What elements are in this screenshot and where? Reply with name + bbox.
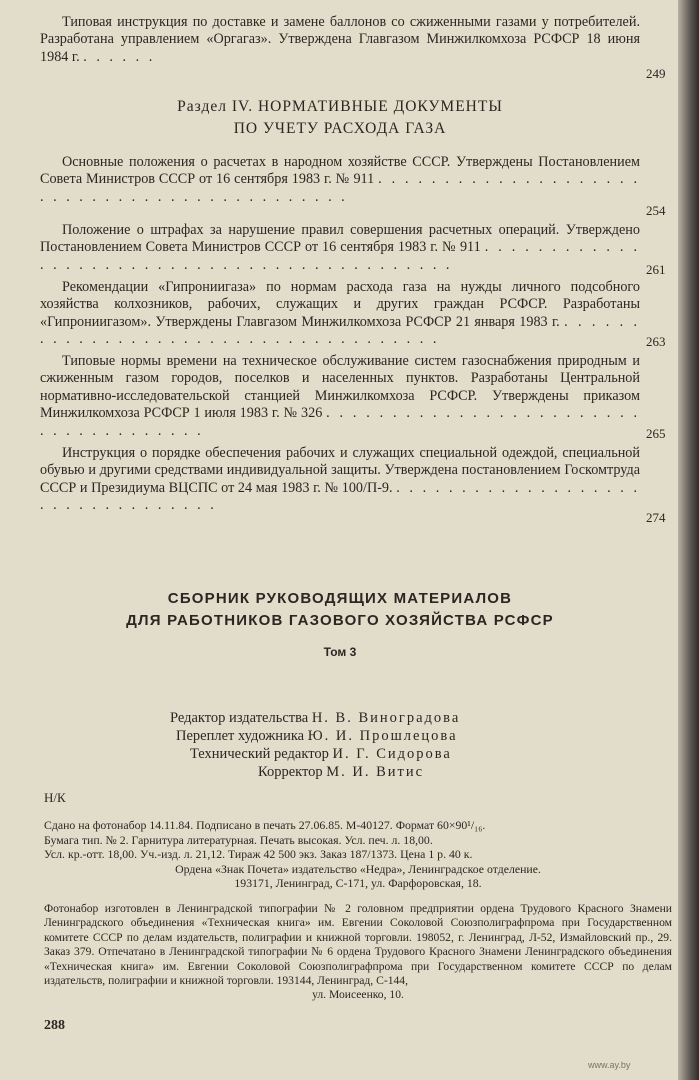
- toc-entry: [40, 445, 640, 517]
- printing-text: Фотонабор изготовлен в Ленинградской типографии № 2 головном предприятии ордена Трудового Красного Знамени Ленинградского объединения «Техническая книга» им. Евгении Соколовой Союзполиграфпрома при Государственном комитете СССР по делам издательств, полиграфии и книжной торговли. 198052, г. Ленинград, Л-52, Измайловский пр., 29. Заказ 379. Отпечатано в Ленинградской типографии № 6 ордена Трудового Красного Знамени Ленинградского объединения «Техническая книга» им. Евгении Соколовой Союзполиграфпрома при Государственном комитете СССР по делам издательств, полиграфии и книжной торговли. 193144, Ленинград, С-144,: [44, 902, 672, 988]
- credit-role: Переплет художника: [176, 728, 305, 744]
- entry-text: Инструкция о порядке обеспечения рабочих и служащих специальной одеждой, специальной обувью и другими средствами индивидуальной защиты. Утверждена постановлением Госкомтруда СССР и Президиума ВЦСПС от 24 мая 1983 г. № 100/П-9.: [40, 445, 640, 496]
- credit-name: И. Г. Сидорова: [332, 746, 452, 762]
- volume-label: Том 3: [323, 645, 357, 659]
- page-number: 288: [44, 1018, 65, 1033]
- book-title-line2: ДЛЯ РАБОТНИКОВ ГАЗОВОГО ХОЗЯЙСТВА РСФСР: [126, 612, 554, 629]
- dot-leader: . . . . . . . . . . . . . . . . . . . . . . . . . . . . . . . . . . . . . . . . . . . .: [40, 239, 640, 273]
- imprint-line: Ордена «Знак Почета» издательство «Недра», Ленинградское отделение.: [175, 861, 541, 876]
- printing-info: [44, 902, 672, 1003]
- credit-role: Технический редактор: [190, 746, 329, 762]
- imprint-line: 193171, Ленинград, С-171, ул. Фарфоровская, 18.: [234, 876, 482, 891]
- hk-mark: Н/К: [44, 790, 66, 805]
- credit-role: Корректор: [258, 764, 323, 780]
- entry-text: Типовая инструкция по доставке и замене баллонов со сжиженными газами у потребителей. Разработана управлением «Оргагаз». Утверждена Главгазом Минжилкомхоза РСФСР 18 июня 1984 г.: [40, 14, 640, 65]
- credit-line: [258, 764, 424, 782]
- page-ref: 274: [646, 510, 666, 525]
- imprint-line: Сдано на фотонабор 14.11.84. Подписано в печать 27.06.85. М-40127. Формат 60×90¹/₁₆.: [44, 818, 486, 832]
- toc-entry: [40, 353, 640, 441]
- imprint-line: Усл. кр.-отт. 18,00. Уч.-изд. л. 21,12. Тираж 42 500 экз. Заказ 187/1373. Цена 1 р. 40 к.: [44, 847, 473, 862]
- toc-entry-top: [40, 14, 640, 66]
- credit-name: М. И. Витис: [326, 764, 425, 780]
- section-heading-line2: ПО УЧЕТУ РАСХОДА ГАЗА: [233, 120, 447, 137]
- credit-line: [190, 746, 452, 764]
- entry-text: Положение о штрафах за нарушение правил совершения расчетных операций. Утверждено Постановлением Совета Министров СССР от 16 сентября 1983 г. № 911: [40, 222, 640, 256]
- toc-entry: [40, 154, 640, 224]
- entry-text: Типовые нормы времени на техническое обслуживание систем газоснабжения природным и сжиженным газом городов, поселков и населенных пунктов. Разработаны Центральной нормативно-исследовательской станцией Минжилкомхоза РСФСР. Утверждены приказом Минжилкомхоза РСФСР 1 июля 1983 г. № 326: [40, 353, 640, 422]
- watermark: www.ay.by: [588, 1060, 631, 1070]
- page-ref: 249: [646, 66, 666, 81]
- credit-line: [176, 728, 458, 746]
- page-ref: 263: [646, 334, 666, 349]
- dot-leader: . . . . . . . . . . . . . . . . . . . . . . . . . . . . . . . . .: [40, 479, 640, 514]
- credit-role: Редактор издательства: [170, 710, 309, 726]
- page-ref: 261: [646, 262, 666, 277]
- section-heading-line1: Раздел IV. НОРМАТИВНЫЕ ДОКУМЕНТЫ: [177, 98, 503, 115]
- entry-text: Основные положения о расчетах в народном хозяйстве СССР. Утверждены Постановлением Совета Министров СССР от 16 сентября 1983 г. № 911: [40, 154, 640, 188]
- imprint: [44, 818, 672, 891]
- printing-address: ул. Моисеенко, 10.: [312, 988, 404, 1002]
- dot-leader: . . . . . . . . . . . . . . . . . . . . . . . . . . . . . . . . . . . . . . . . . . . .: [40, 171, 640, 205]
- dot-leader: . . . . . .: [83, 48, 156, 65]
- imprint-line: Бумага тип. № 2. Гарнитура литературная. Печать высокая. Усл. печ. л. 18,00.: [44, 832, 433, 847]
- credit-line: [170, 710, 460, 728]
- book-spine-edge: [678, 0, 699, 1080]
- toc-entry: [40, 222, 640, 276]
- dot-leader: . . . . . . . . . . . . . . . . . . . . . . . . . . . . . . . . . . . . .: [40, 313, 640, 348]
- entry-text: Рекомендации «Гипрониигаза» по нормам расхода газа на нужды личного подсобного хозяйства колхозников, рабочих, служащих и других граждан РСФСР. Разработаны «Гипрониигазом». Утверждены Главгазом Минжилкомхоза РСФСР 21 января 1983 г.: [40, 279, 640, 330]
- dot-leader: . . . . . . . . . . . . . . . . . . . . . . . . . . . . . . . . . . . . .: [40, 405, 640, 439]
- credit-name: Н. В. Виноградова: [311, 710, 461, 726]
- page-ref: 265: [646, 426, 666, 441]
- page-ref: 254: [646, 203, 666, 218]
- toc-entry: [40, 279, 640, 349]
- book-title-line1: СБОРНИК РУКОВОДЯЩИХ МАТЕРИАЛОВ: [167, 590, 513, 607]
- credit-name: Ю. И. Прошлецова: [307, 728, 458, 744]
